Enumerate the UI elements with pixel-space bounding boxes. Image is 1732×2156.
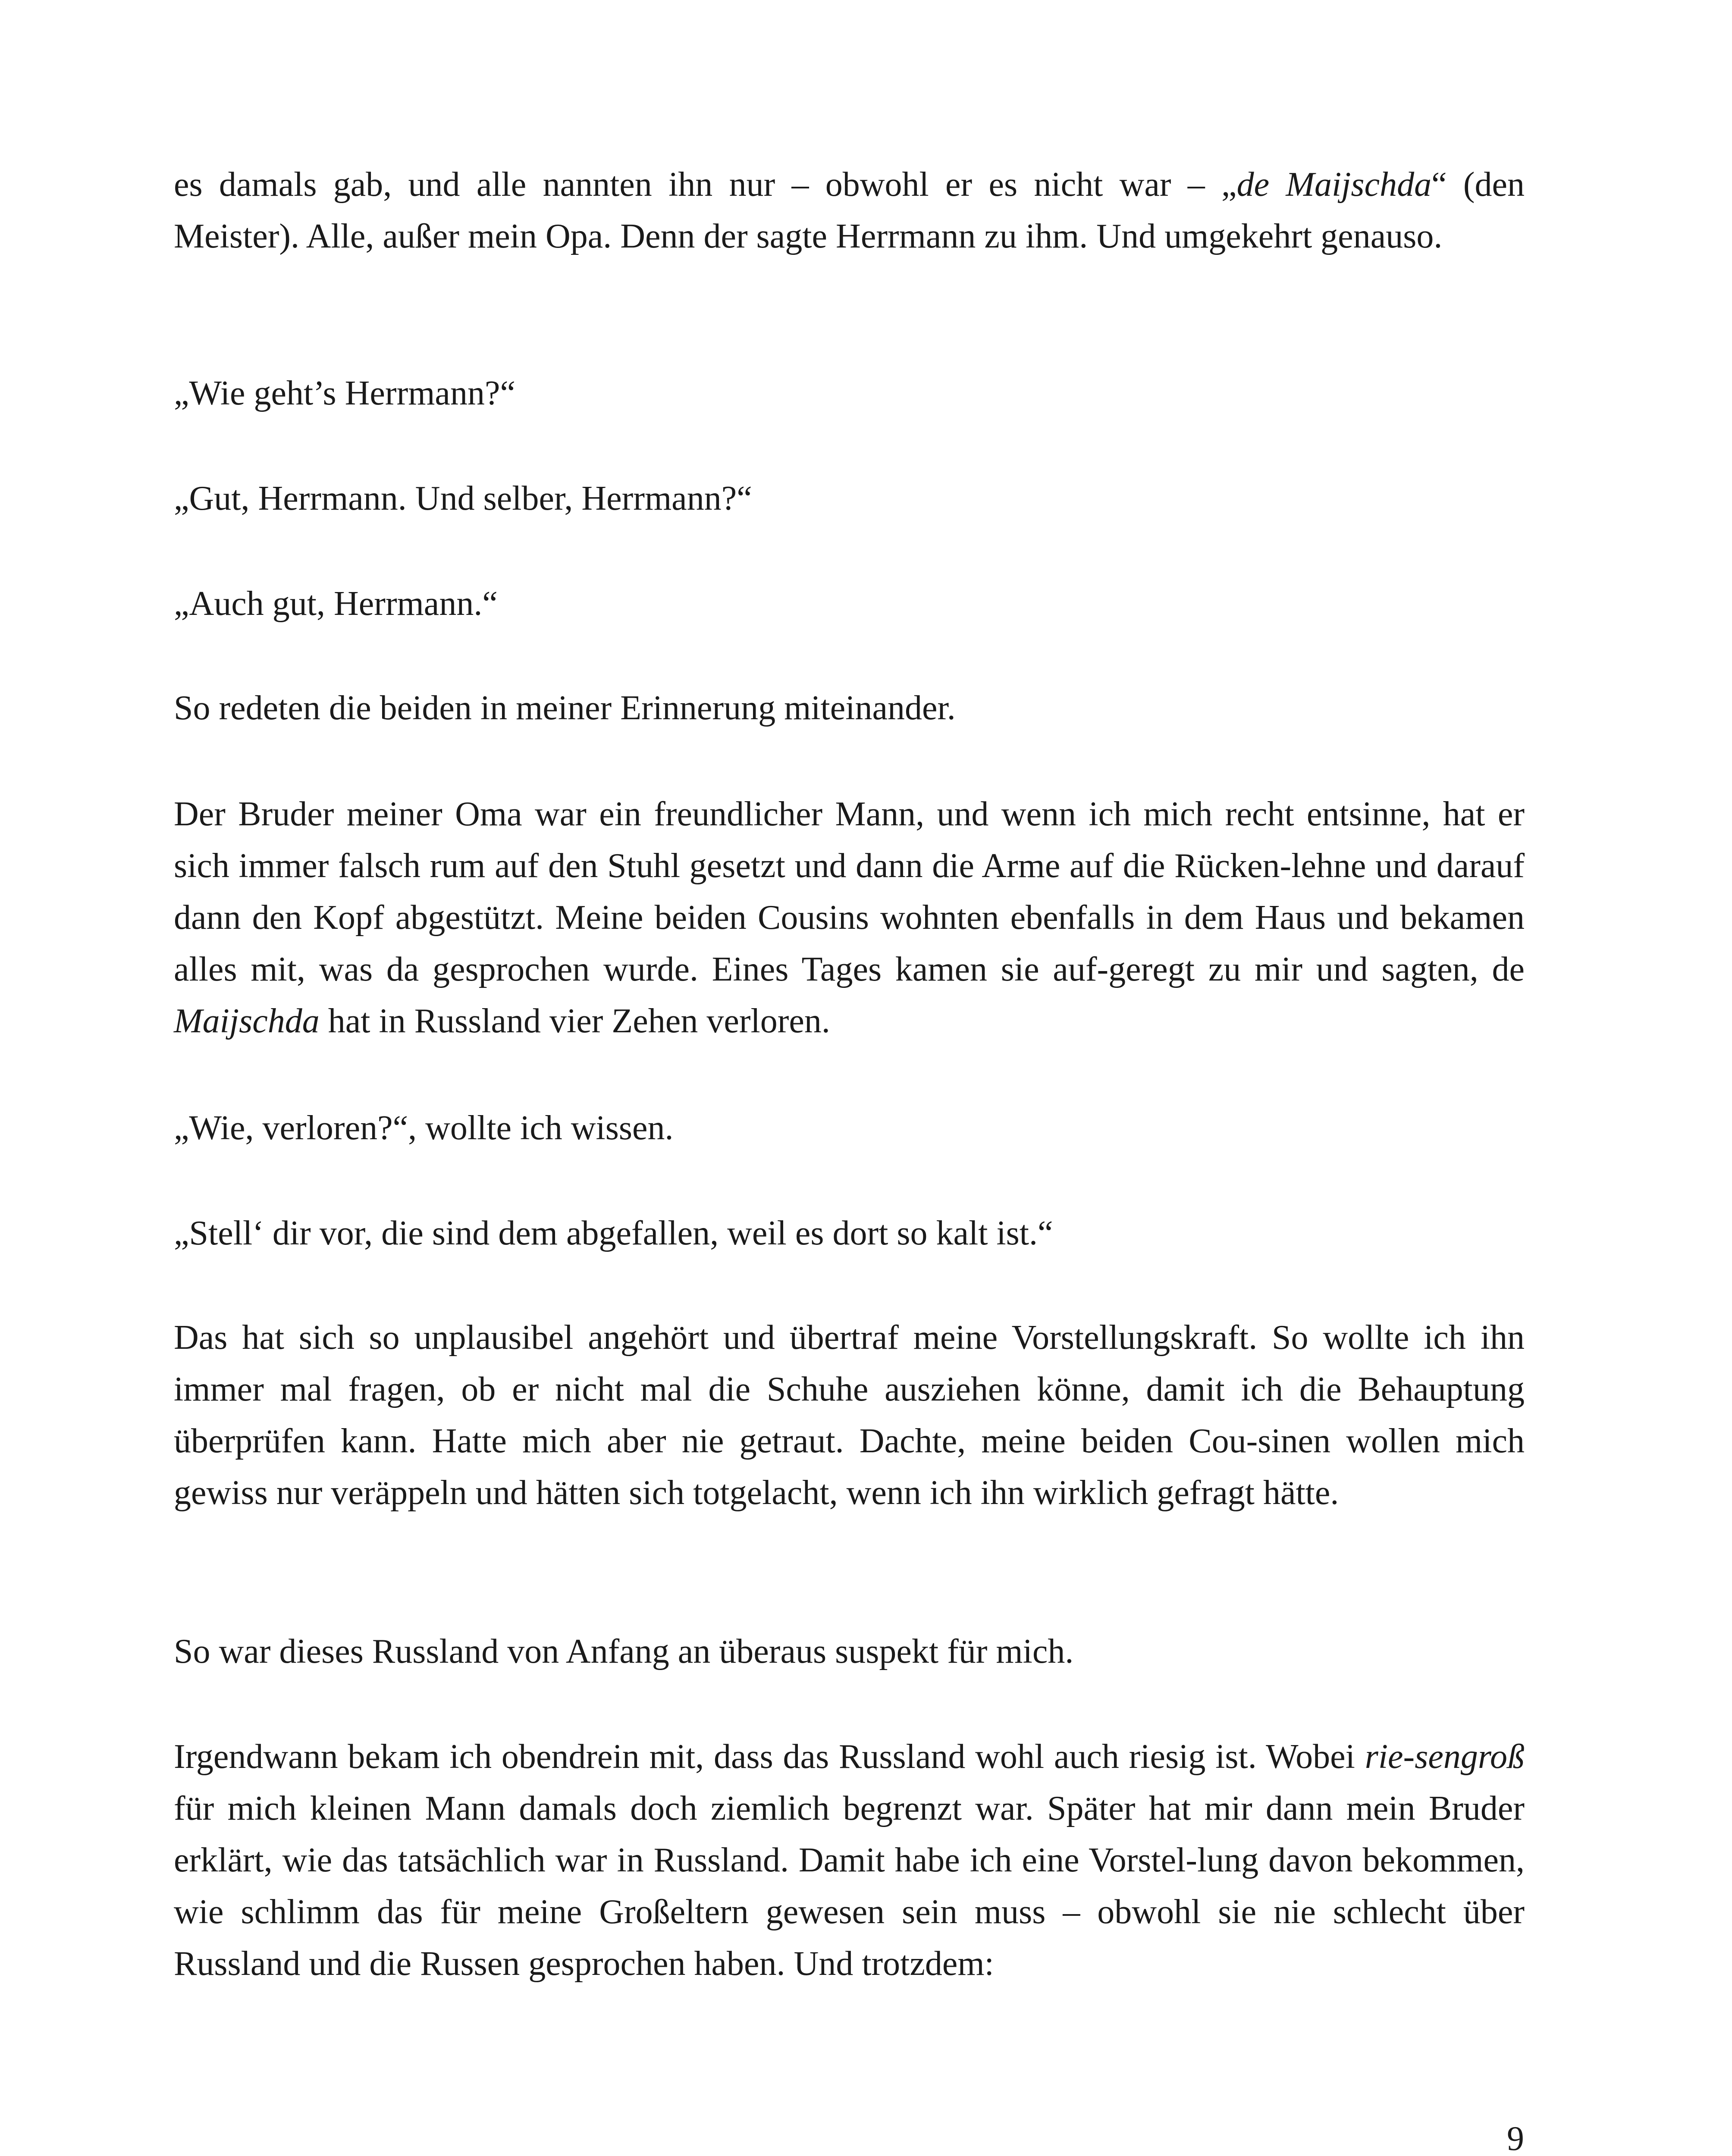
text-run: hat in Russland vier Zehen verloren. — [319, 1002, 830, 1040]
italic-term: Maijschda — [174, 1002, 320, 1040]
paragraph-2 — [174, 367, 1525, 419]
paragraph-6 — [174, 788, 1525, 1047]
paragraph-9 — [174, 1312, 1525, 1519]
text-run: Irgendwann bekam ich obendrein mit, dass das Russland wohl auch riesig ist. Wobei — [174, 1738, 1365, 1776]
paragraph-1 — [174, 159, 1525, 262]
paragraph-text — [174, 159, 1525, 262]
text-run: für mich kleinen Mann damals doch ziemlich begrenzt war. Später hat mir dann mein Bruder erklärt, wie das tatsächlich war in Russland. Damit habe ich eine Vorstel-lung davon bekommen, wie schlimm das für meine Großeltern gewesen sein muss – obwohl sie nie schlecht über Russland und die Russen gesprochen haben. Und trotzdem: — [174, 1789, 1525, 1983]
paragraph-4 — [174, 578, 1525, 630]
italic-term: rie-sengroß — [1365, 1738, 1525, 1776]
paragraph-text — [174, 788, 1525, 1047]
paragraph-text: Das hat sich so unplausibel angehört und übertraf meine Vorstellungskraft. So wollte ich ihn immer mal fragen, ob er nicht mal die Schuhe ausziehen könne, damit ich die Behauptung überprüfen kann. Hatte mich aber nie getraut. Dachte, meine beiden Cou-sinen wollen mich gewiss nur veräppeln und hätten sich totgelacht, wenn ich ihn wirklich gefragt hätte. — [174, 1319, 1525, 1512]
text-run: “ (den Meister). Alle, außer mein Opa. Denn der sagte Herrmann zu ihm. Und umgekehrt genauso. — [174, 166, 1525, 255]
paragraph-5 — [174, 682, 1525, 734]
paragraph-3 — [174, 473, 1525, 524]
paragraph-11 — [174, 1731, 1525, 1990]
paragraph-8 — [174, 1207, 1525, 1259]
dialogue-line: „Stell‘ dir vor, die sind dem abgefallen, weil es dort so kalt ist.“ — [174, 1214, 1053, 1252]
paragraph-10 — [174, 1626, 1525, 1677]
paragraph-text: So redeten die beiden in meiner Erinnerung miteinander. — [174, 689, 956, 727]
dialogue-line: „Gut, Herrmann. Und selber, Herrmann?“ — [174, 479, 752, 517]
dialogue-line: „Wie geht’s Herrmann?“ — [174, 374, 515, 412]
page-number: 9 — [1507, 2120, 1524, 2156]
text-run: es damals gab, und alle nannten ihn nur – obwohl er es nicht war – „ — [174, 166, 1237, 204]
dialogue-line: „Wie, verloren?“, wollte ich wissen. — [174, 1109, 674, 1147]
paragraph-7 — [174, 1102, 1525, 1154]
text-run: Der Bruder meiner Oma war ein freundlicher Mann, und wenn ich mich recht entsinne, hat er sich immer falsch rum auf den Stuhl gesetzt und dann die Arme auf die Rücken-lehne und darauf dann den Kopf abgestützt. Meine beiden Cousins wohnten ebenfalls in dem Haus und bekamen alles mit, was da gesprochen wurde. Eines Tages kamen sie auf-geregt zu mir und sagten, de — [174, 795, 1525, 988]
dialogue-line: „Auch gut, Herrmann.“ — [174, 585, 498, 623]
italic-term: de Maijschda — [1236, 166, 1432, 204]
paragraph-text: So war dieses Russland von Anfang an überaus suspekt für mich. — [174, 1633, 1074, 1670]
paragraph-text — [174, 1731, 1525, 1990]
